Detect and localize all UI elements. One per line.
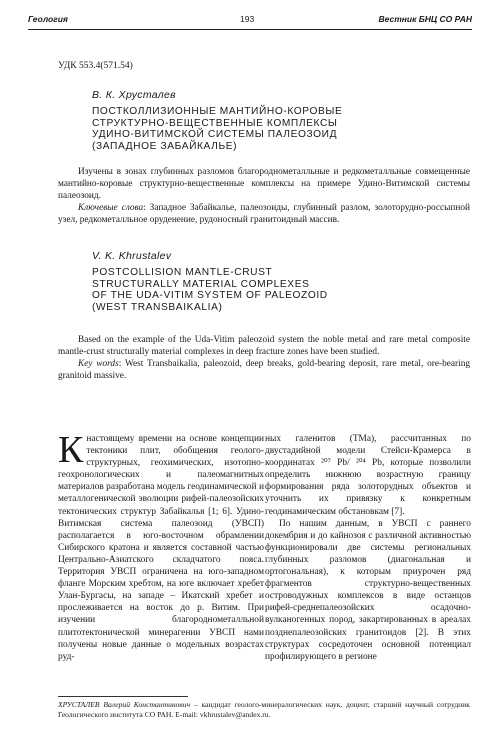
footnote-text: – кандидат геолого-минералогических наук, доцент, старший научный сотрудник Геологического института СО РАН. E-mail: vkhrustalev@andex.ru. xyxy=(58,700,470,719)
keywords-ru xyxy=(58,202,470,226)
title-en-line: (WEST TRANSBAIKALIA) xyxy=(92,301,223,313)
title-ru-line: СТРУКТУРНО-ВЕЩЕСТВЕННЫЕ КОМПЛЕКСЫ xyxy=(92,117,338,129)
running-header xyxy=(28,14,472,28)
title-en xyxy=(92,267,328,313)
abstract-en: Based on the example of the Uda-Vitim paleozoid system the noble metal and rare metal composite mantle-crust structurally material complexes in deep fracture zones have been studied. xyxy=(58,335,470,357)
page-number: 193 xyxy=(240,14,255,24)
body-column-left xyxy=(58,429,264,663)
body-text: настоящему времени на основе концепции тектоники плит, обобщения геолого-структурных, геохимических, изотопно-геохронологических и палеомагнитных материалов разработана модель геодинамической и металлогенической эволюции рифей-палеозойских тектонических структур Забайкалья [1; 6]. Удино-Витимская система палеозоид (УВСП) располагается в юго-восточном обрамлении Сибирского кратона и является составной частью Центрально-Азиатского складчатого пояса. Территория УВСП ограничена на юго-западном фланге Морским хребтом, на юге включает хребет Улан-Бургасы, на западе – Икатский хребет и прослеживается на восток до р. Витим. При изучении благороднометалльной плитотектонической минерагении УВСП нами получены новые данные о модельных возрастах руд- xyxy=(58,434,264,662)
drop-cap: К xyxy=(58,429,84,471)
keywords-en-text: : West Transbaikalia, paleozoid, deep breaks, gold-bearing deposit, rare metal, ore-bearing granitoid massive. xyxy=(58,359,470,381)
title-ru-line: ПОСТКОЛЛИЗИОННЫЕ МАНТИЙНО-КОРОВЫЕ xyxy=(92,106,343,117)
title-ru-line: УДИНО-ВИТИМСКОЙ СИСТЕМЫ ПАЛЕОЗОИД xyxy=(92,129,338,141)
title-ru-line: (ЗАПАДНОЕ ЗАБАЙКАЛЬЕ) xyxy=(92,140,238,152)
body-column-right xyxy=(265,433,471,663)
abstract-ru: Изучены в зонах глубинных разломов благороднометалльные и редкометалльные совмещенные мантийно-коровые структурно-вещественные комплексы на примере Удино-Витимской системы палеозоид. xyxy=(58,167,470,201)
keywords-ru-text: : Западное Забайкалье, палеозоиды, глубинный разлом, золоторудно-россыпной узел, редкометалльное оруденение, рудоносный гранитоидный массив. xyxy=(58,203,470,225)
footnote-divider xyxy=(58,696,188,697)
udc-code: УДК 553.4(571.54) xyxy=(58,61,133,71)
author-en: V. K. Khrustalev xyxy=(92,250,172,262)
body-paragraph: ных галенитов (TMa), рассчитанных по двустадийной модели Стейси-Крамерса в координатах ²⁰⁷ Pb/ ²⁰⁴ Pb, которые позволили определить нижнюю возрастную границу формирования ряда золоторудных объектов и уточнить их привязку к конкретным геодинамическим обстановкам [7]. xyxy=(265,434,471,517)
keywords-en xyxy=(58,358,470,382)
keywords-ru-label: Ключевые слова xyxy=(78,203,144,213)
keywords-en-label: Key words xyxy=(78,359,119,369)
title-ru xyxy=(92,106,342,152)
abstract-en-block xyxy=(58,334,470,382)
title-en-line: OF THE UDA-VITIM SYSTEM OF PALEOZOID xyxy=(92,290,328,302)
footnote-author-name: ХРУСТАЛЕВ Валерий Константинович xyxy=(58,700,191,709)
abstract-ru-block xyxy=(58,166,470,226)
author-ru: В. К. Хрусталев xyxy=(92,89,176,101)
body-paragraph xyxy=(58,429,264,663)
header-divider xyxy=(28,29,472,30)
journal-section: Геология xyxy=(28,14,68,24)
journal-name: Вестник БНЦ СО РАН xyxy=(378,14,472,24)
author-footnote xyxy=(58,700,470,720)
body-paragraph: По нашим данным, в УВСП с раннего докембрия и до кайнозоя с различной активностью функционировали две системы региональных глубинных разломов (диагональная и ортогональная), к которым приурочен ряд фрагментов структурно-вещественных островодужных комплексов в виде останцов рифей-среднепалеозойских осадочно-вулканогенных пород, закартированных в ареалах позднепалеозойских гранитоидов [2]. В этих структурах сосредоточен основной потенциал профилирующего в регионе xyxy=(265,518,471,662)
title-en-line: POSTCOLLISION MANTLE-CRUST xyxy=(92,267,273,278)
title-en-line: STRUCTURALLY MATERIAL COMPLEXES xyxy=(92,278,310,290)
